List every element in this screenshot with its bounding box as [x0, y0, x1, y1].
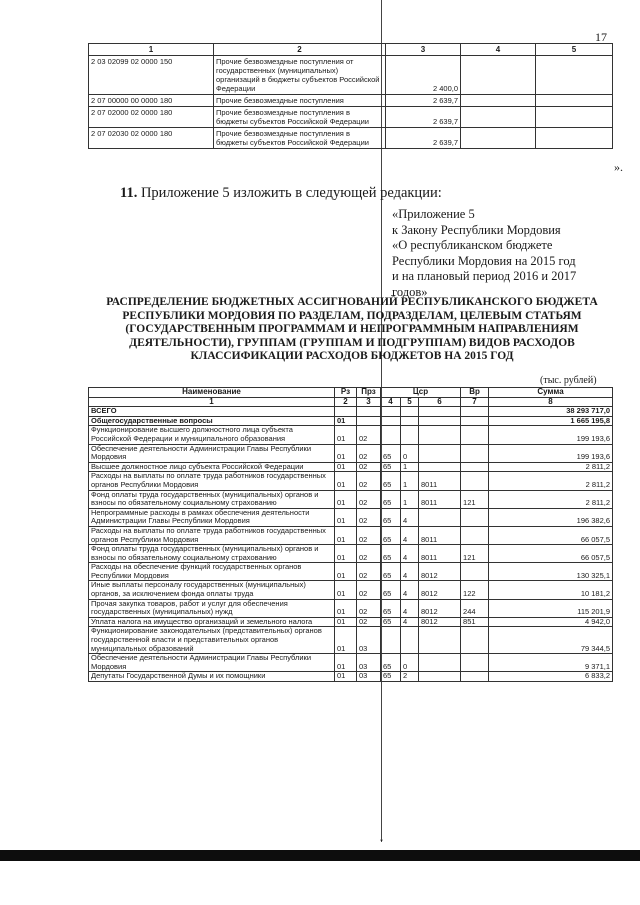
budget-rz-cell: 01: [335, 526, 357, 544]
item-text: Приложение 5 изложить в следующей редакции:: [140, 185, 442, 201]
appendix-line: «О республиканском бюджете: [392, 238, 553, 252]
budget-prz-cell: 02: [357, 599, 381, 617]
income-col5-cell: [536, 56, 613, 95]
budget-sum-cell: 9 371,1: [489, 654, 613, 672]
budget-rz-cell: 01: [335, 672, 357, 682]
header-rz: Рз: [335, 388, 357, 398]
budget-csr-program-cell: [381, 407, 401, 417]
income-name-cell: Прочие безвозмездные поступления в бюджеты субъектов Российской Федерации: [214, 107, 386, 128]
num-3: 3: [357, 397, 381, 407]
budget-table-row: [89, 545, 613, 563]
appendix-line: годов»: [392, 284, 428, 299]
budget-csr-direction-cell: 8012: [419, 617, 461, 627]
document-title: РАСПРЕДЕЛЕНИЕ БЮДЖЕТНЫХ АССИГНОВАНИЙ РЕСПУБЛИКАНСКОГО БЮДЖЕТА РЕСПУБЛИКИ МОРДОВИЯ ПО РАЗДЕЛАМ, ПОДРАЗДЕЛАМ, ЦЕЛЕВЫМ СТАТЬЯМ (ГОСУДАРСТВЕННЫМ ПРОГРАММАМ И НЕПРОГРАММНЫМ НАПРАВЛЕНИЯМ ДЕЯТЕЛЬНОСТИ), ГРУППАМ (ГРУППАМ И ПОДГРУППАМ) ВИДОВ РАСХОДОВ КЛАССИФИКАЦИИ РАСХОДОВ БЮДЖЕТОВ НА 2015 ГОД: [106, 296, 598, 362]
budget-vr-cell: [461, 526, 489, 544]
budget-rz-cell: [335, 407, 357, 417]
budget-prz-cell: [357, 416, 381, 426]
budget-vr-cell: 244: [461, 599, 489, 617]
budget-table-row: [89, 599, 613, 617]
num-4: 4: [381, 397, 401, 407]
income-code-cell: 2 07 02030 02 0000 180: [89, 128, 214, 149]
budget-name-cell: Иные выплаты персоналу государственных (муниципальных) органов, за исключением фонда оплаты труда: [89, 581, 335, 599]
scan-mark: ˇ: [380, 838, 383, 848]
income-table-row: [89, 56, 613, 95]
budget-csr-sub-cell: 4: [401, 526, 419, 544]
budget-sum-cell: 6 833,2: [489, 672, 613, 682]
budget-table-row: [89, 526, 613, 544]
budget-vr-cell: [461, 416, 489, 426]
budget-rz-cell: 01: [335, 444, 357, 462]
budget-csr-direction-cell: [419, 407, 461, 417]
budget-name-cell: Обеспечение деятельности Администрации Главы Республики Мордовия: [89, 444, 335, 462]
budget-rz-cell: 01: [335, 462, 357, 472]
income-table-row: [89, 95, 613, 107]
budget-vr-cell: [461, 462, 489, 472]
budget-sum-cell: 199 193,6: [489, 426, 613, 444]
budget-prz-cell: 02: [357, 526, 381, 544]
budget-prz-cell: 02: [357, 508, 381, 526]
budget-sum-cell: 2 811,2: [489, 472, 613, 490]
col-header-1: 1: [89, 44, 214, 56]
budget-prz-cell: 02: [357, 462, 381, 472]
budget-csr-program-cell: 65: [381, 599, 401, 617]
budget-name-cell: Уплата налога на имущество организаций и земельного налога: [89, 617, 335, 627]
col-header-4: 4: [461, 44, 536, 56]
budget-sum-cell: 66 057,5: [489, 545, 613, 563]
col-header-3: 3: [386, 44, 461, 56]
budget-prz-cell: 02: [357, 472, 381, 490]
budget-name-cell: Функционирование высшего должностного лица субъекта Российской Федерации и муниципального образования: [89, 426, 335, 444]
budget-sum-cell: 115 201,9: [489, 599, 613, 617]
budget-name-cell: Депутаты Государственной Думы и их помощники: [89, 672, 335, 682]
budget-rz-cell: 01: [335, 654, 357, 672]
budget-vr-cell: 851: [461, 617, 489, 627]
budget-vr-cell: [461, 508, 489, 526]
income-table-row: [89, 128, 613, 149]
budget-csr-sub-cell: [401, 627, 419, 654]
budget-csr-direction-cell: 8012: [419, 563, 461, 581]
budget-name-cell: Функционирование законодательных (представительных) органов государственной власти и представительных органов муниципальных образований: [89, 627, 335, 654]
budget-name-cell: Расходы на обеспечение функций государственных органов Республики Мордовия: [89, 563, 335, 581]
budget-table-row: [89, 654, 613, 672]
budget-csr-sub-cell: 0: [401, 654, 419, 672]
budget-prz-cell: 03: [357, 654, 381, 672]
budget-table-row: [89, 627, 613, 654]
budget-csr-direction-cell: [419, 672, 461, 682]
budget-csr-program-cell: 65: [381, 444, 401, 462]
appendix-line: «Приложение 5: [392, 207, 475, 221]
budget-table-numbering: [89, 397, 613, 407]
budget-rz-cell: 01: [335, 490, 357, 508]
income-col5-cell: [536, 107, 613, 128]
budget-name-cell: Фонд оплаты труда государственных (муниципальных) органов и взносы по обязательному социальному страхованию: [89, 545, 335, 563]
scan-edge-bar: [0, 850, 640, 861]
budget-csr-program-cell: 65: [381, 672, 401, 682]
income-name-cell: Прочие безвозмездные поступления в бюджеты субъектов Российской Федерации: [214, 128, 386, 149]
income-name-cell: Прочие безвозмездные поступления: [214, 95, 386, 107]
income-col5-cell: [536, 95, 613, 107]
budget-name-cell: ВСЕГО: [89, 407, 335, 417]
budget-prz-cell: 02: [357, 444, 381, 462]
item-11-paragraph: [120, 185, 442, 202]
budget-csr-program-cell: [381, 627, 401, 654]
num-7: 7: [461, 397, 489, 407]
budget-csr-program-cell: 65: [381, 490, 401, 508]
budget-name-cell: Расходы на выплаты по оплате труда работников государственных органов Республики Мордовия: [89, 526, 335, 544]
budget-prz-cell: 02: [357, 617, 381, 627]
col-header-2: 2: [214, 44, 386, 56]
col-header-5: 5: [536, 44, 613, 56]
budget-table-row: [89, 472, 613, 490]
budget-csr-sub-cell: 2: [401, 672, 419, 682]
item-number: 11.: [120, 185, 138, 201]
budget-sum-cell: 130 325,1: [489, 563, 613, 581]
budget-csr-direction-cell: [419, 426, 461, 444]
budget-rz-cell: 01: [335, 617, 357, 627]
budget-name-cell: Расходы на выплаты по оплате труда работников государственных органов Республики Мордовия: [89, 472, 335, 490]
budget-table: [88, 387, 613, 682]
num-1: 1: [89, 397, 335, 407]
budget-sum-cell: 2 811,2: [489, 490, 613, 508]
budget-csr-sub-cell: [401, 416, 419, 426]
num-2: 2: [335, 397, 357, 407]
budget-csr-program-cell: 65: [381, 462, 401, 472]
budget-csr-sub-cell: 0: [401, 444, 419, 462]
budget-csr-sub-cell: 4: [401, 545, 419, 563]
budget-table-row: [89, 581, 613, 599]
income-col4-cell: [461, 107, 536, 128]
budget-csr-program-cell: 65: [381, 654, 401, 672]
header-csr: Цср: [381, 388, 461, 398]
closing-quote: ».: [614, 160, 623, 174]
budget-csr-sub-cell: 4: [401, 563, 419, 581]
num-5: 5: [401, 397, 419, 407]
budget-rz-cell: 01: [335, 508, 357, 526]
budget-sum-cell: 4 942,0: [489, 617, 613, 627]
income-col4-cell: [461, 95, 536, 107]
budget-name-cell: Непрограммные расходы в рамках обеспечения деятельности Администрации Главы Республики Мордовия: [89, 508, 335, 526]
budget-csr-sub-cell: 4: [401, 617, 419, 627]
budget-vr-cell: [461, 672, 489, 682]
budget-prz-cell: [357, 407, 381, 417]
budget-vr-cell: [461, 563, 489, 581]
budget-prz-cell: 02: [357, 545, 381, 563]
budget-table-row: [89, 508, 613, 526]
budget-csr-direction-cell: 8012: [419, 581, 461, 599]
budget-prz-cell: 02: [357, 581, 381, 599]
budget-vr-cell: [461, 627, 489, 654]
budget-csr-program-cell: 65: [381, 581, 401, 599]
header-name: Наименование: [89, 388, 335, 398]
budget-vr-cell: 121: [461, 545, 489, 563]
budget-rz-cell: 01: [335, 581, 357, 599]
units-label: (тыс. рублей): [540, 375, 597, 386]
num-8: 8: [489, 397, 613, 407]
budget-sum-cell: 2 811,2: [489, 462, 613, 472]
budget-rz-cell: 01: [335, 563, 357, 581]
appendix-line: к Закону Республики Мордовия: [392, 222, 561, 237]
budget-csr-direction-cell: 8011: [419, 526, 461, 544]
budget-csr-program-cell: [381, 426, 401, 444]
budget-vr-cell: 122: [461, 581, 489, 599]
budget-csr-sub-cell: 4: [401, 508, 419, 526]
appendix-line: Республики Мордовия на 2015 год: [392, 253, 576, 268]
budget-csr-program-cell: 65: [381, 526, 401, 544]
budget-csr-direction-cell: [419, 444, 461, 462]
budget-table-row: [89, 672, 613, 682]
income-code-cell: 2 03 02099 02 0000 150: [89, 56, 214, 95]
budget-table-row: [89, 407, 613, 417]
budget-sum-cell: 199 193,6: [489, 444, 613, 462]
income-value-cell: 2 400,0: [386, 56, 461, 95]
budget-csr-sub-cell: 1: [401, 490, 419, 508]
income-col5-cell: [536, 128, 613, 149]
income-value-cell: 2 639,7: [386, 95, 461, 107]
budget-name-cell: Высшее должностное лицо субъекта Российской Федерации: [89, 462, 335, 472]
appendix-line: и на плановый период 2016 и 2017: [392, 269, 577, 283]
budget-sum-cell: 66 057,5: [489, 526, 613, 544]
income-col4-cell: [461, 56, 536, 95]
budget-csr-program-cell: 65: [381, 563, 401, 581]
budget-sum-cell: 1 665 195,8: [489, 416, 613, 426]
budget-csr-sub-cell: [401, 407, 419, 417]
budget-vr-cell: [461, 654, 489, 672]
budget-sum-cell: 10 181,2: [489, 581, 613, 599]
budget-name-cell: Прочая закупка товаров, работ и услуг для обеспечения государственных (муниципальных) нужд: [89, 599, 335, 617]
budget-name-cell: Общегосударственные вопросы: [89, 416, 335, 426]
budget-rz-cell: 01: [335, 599, 357, 617]
budget-vr-cell: [461, 407, 489, 417]
budget-csr-direction-cell: 8011: [419, 490, 461, 508]
budget-table-row: [89, 563, 613, 581]
budget-csr-sub-cell: 1: [401, 472, 419, 490]
income-value-cell: 2 639,7: [386, 128, 461, 149]
budget-csr-direction-cell: [419, 654, 461, 672]
header-sum: Сумма: [489, 388, 613, 398]
budget-table-row: [89, 490, 613, 508]
budget-name-cell: Обеспечение деятельности Администрации Главы Республики Мордовия: [89, 654, 335, 672]
budget-csr-direction-cell: 8012: [419, 599, 461, 617]
budget-rz-cell: 01: [335, 627, 357, 654]
appendix-header: [392, 207, 622, 300]
budget-csr-program-cell: 65: [381, 472, 401, 490]
budget-prz-cell: 03: [357, 627, 381, 654]
budget-sum-cell: 79 344,5: [489, 627, 613, 654]
budget-rz-cell: 01: [335, 416, 357, 426]
budget-csr-direction-cell: [419, 508, 461, 526]
budget-table-row: [89, 426, 613, 444]
budget-name-cell: Фонд оплаты труда государственных (муниципальных) органов и взносы по обязательному социальному страхованию: [89, 490, 335, 508]
budget-csr-direction-cell: 8011: [419, 472, 461, 490]
budget-sum-cell: 196 382,6: [489, 508, 613, 526]
income-table: [88, 43, 613, 149]
budget-rz-cell: 01: [335, 472, 357, 490]
income-name-cell: Прочие безвозмездные поступления от государственных (муниципальных) организаций в бюджеты субъектов Российской Федерации: [214, 56, 386, 95]
budget-vr-cell: [461, 444, 489, 462]
income-table-header: [89, 44, 613, 56]
header-vr: Вр: [461, 388, 489, 398]
income-value-cell: 2 639,7: [386, 107, 461, 128]
budget-table-row: [89, 444, 613, 462]
budget-prz-cell: 02: [357, 426, 381, 444]
income-code-cell: 2 07 00000 00 0000 180: [89, 95, 214, 107]
budget-csr-program-cell: 65: [381, 508, 401, 526]
income-col4-cell: [461, 128, 536, 149]
budget-rz-cell: 01: [335, 545, 357, 563]
budget-rz-cell: 01: [335, 426, 357, 444]
budget-vr-cell: [461, 426, 489, 444]
budget-csr-program-cell: [381, 416, 401, 426]
budget-csr-sub-cell: [401, 426, 419, 444]
budget-csr-sub-cell: 4: [401, 599, 419, 617]
budget-table-header: [89, 388, 613, 398]
budget-vr-cell: [461, 472, 489, 490]
num-6: 6: [419, 397, 461, 407]
budget-csr-sub-cell: 1: [401, 462, 419, 472]
budget-csr-sub-cell: 4: [401, 581, 419, 599]
budget-prz-cell: 02: [357, 490, 381, 508]
budget-prz-cell: 02: [357, 563, 381, 581]
income-code-cell: 2 07 02000 02 0000 180: [89, 107, 214, 128]
page-number: 17: [595, 30, 607, 44]
budget-vr-cell: 121: [461, 490, 489, 508]
budget-csr-direction-cell: [419, 627, 461, 654]
budget-csr-program-cell: 65: [381, 617, 401, 627]
budget-csr-direction-cell: [419, 416, 461, 426]
header-prz: Прз: [357, 388, 381, 398]
budget-csr-direction-cell: [419, 462, 461, 472]
budget-sum-cell: 38 293 717,0: [489, 407, 613, 417]
budget-prz-cell: 03: [357, 672, 381, 682]
budget-csr-direction-cell: 8011: [419, 545, 461, 563]
income-table-row: [89, 107, 613, 128]
budget-csr-program-cell: 65: [381, 545, 401, 563]
